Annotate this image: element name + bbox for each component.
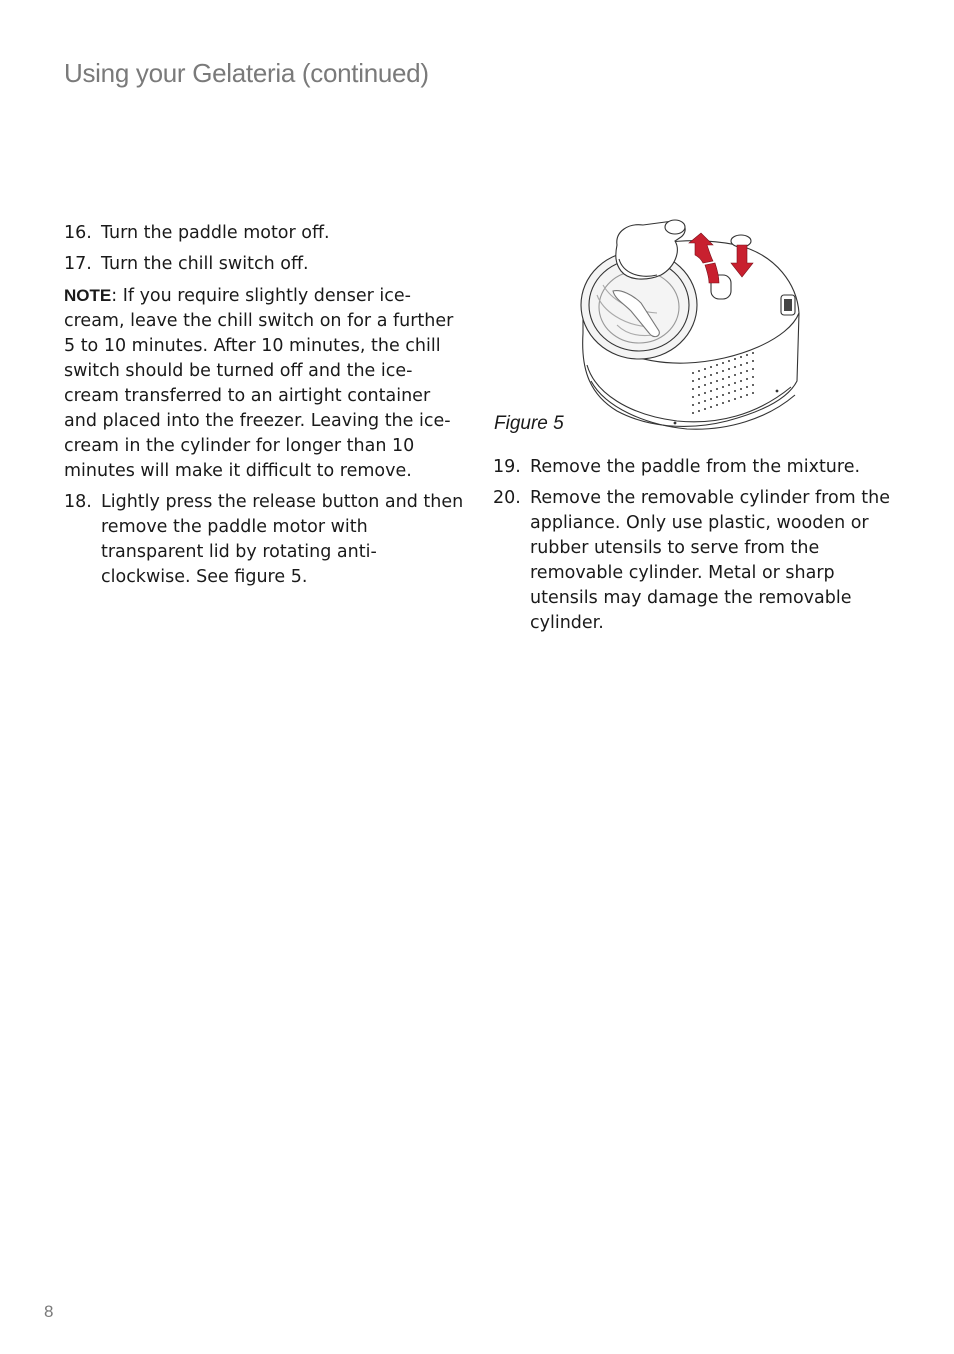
step-number: 16. xyxy=(64,223,92,243)
step-number: 20. xyxy=(493,488,521,508)
step-text: Remove the removable cylinder from the appliance. Only use plastic, wooden or rubber utensils to serve from the removable cylinder. Metal or sharp utensils may damage the removable cylinder. xyxy=(530,488,891,633)
step-19 xyxy=(493,455,893,480)
step-text: Turn the chill switch off. xyxy=(101,254,309,274)
step-17 xyxy=(64,252,464,277)
step-text: Lightly press the release button and then remove the paddle motor with transparent lid by rotating anti-clockwise. See figure 5. xyxy=(101,492,464,587)
step-text: Remove the paddle from the mixture. xyxy=(530,457,861,477)
left-column xyxy=(64,221,464,596)
step-16 xyxy=(64,221,464,246)
step-number: 18. xyxy=(64,492,92,512)
step-20 xyxy=(493,486,893,636)
note-paragraph xyxy=(64,283,464,484)
gelateria-appliance-illustration xyxy=(577,215,813,437)
step-number: 17. xyxy=(64,254,92,274)
right-column xyxy=(493,455,893,642)
note-label: NOTE xyxy=(64,286,112,305)
note-text: : If you require slightly denser ice-cream, leave the chill switch on for a further 5 to 10 minutes. After 10 minutes, the chill switch should be turned off and the ice-cream transferred to an airtight container and placed into the freezer. Leaving the ice-cream in the cylinder for longer than 10 minutes will make it difficult to remove. xyxy=(64,286,454,481)
step-text: Turn the paddle motor off. xyxy=(101,223,330,243)
page-number: 8 xyxy=(44,1302,54,1321)
step-18 xyxy=(64,490,464,590)
step-number: 19. xyxy=(493,457,521,477)
page-title: Using your Gelateria (continued) xyxy=(64,58,429,88)
figure-caption: Figure 5 xyxy=(494,413,564,434)
